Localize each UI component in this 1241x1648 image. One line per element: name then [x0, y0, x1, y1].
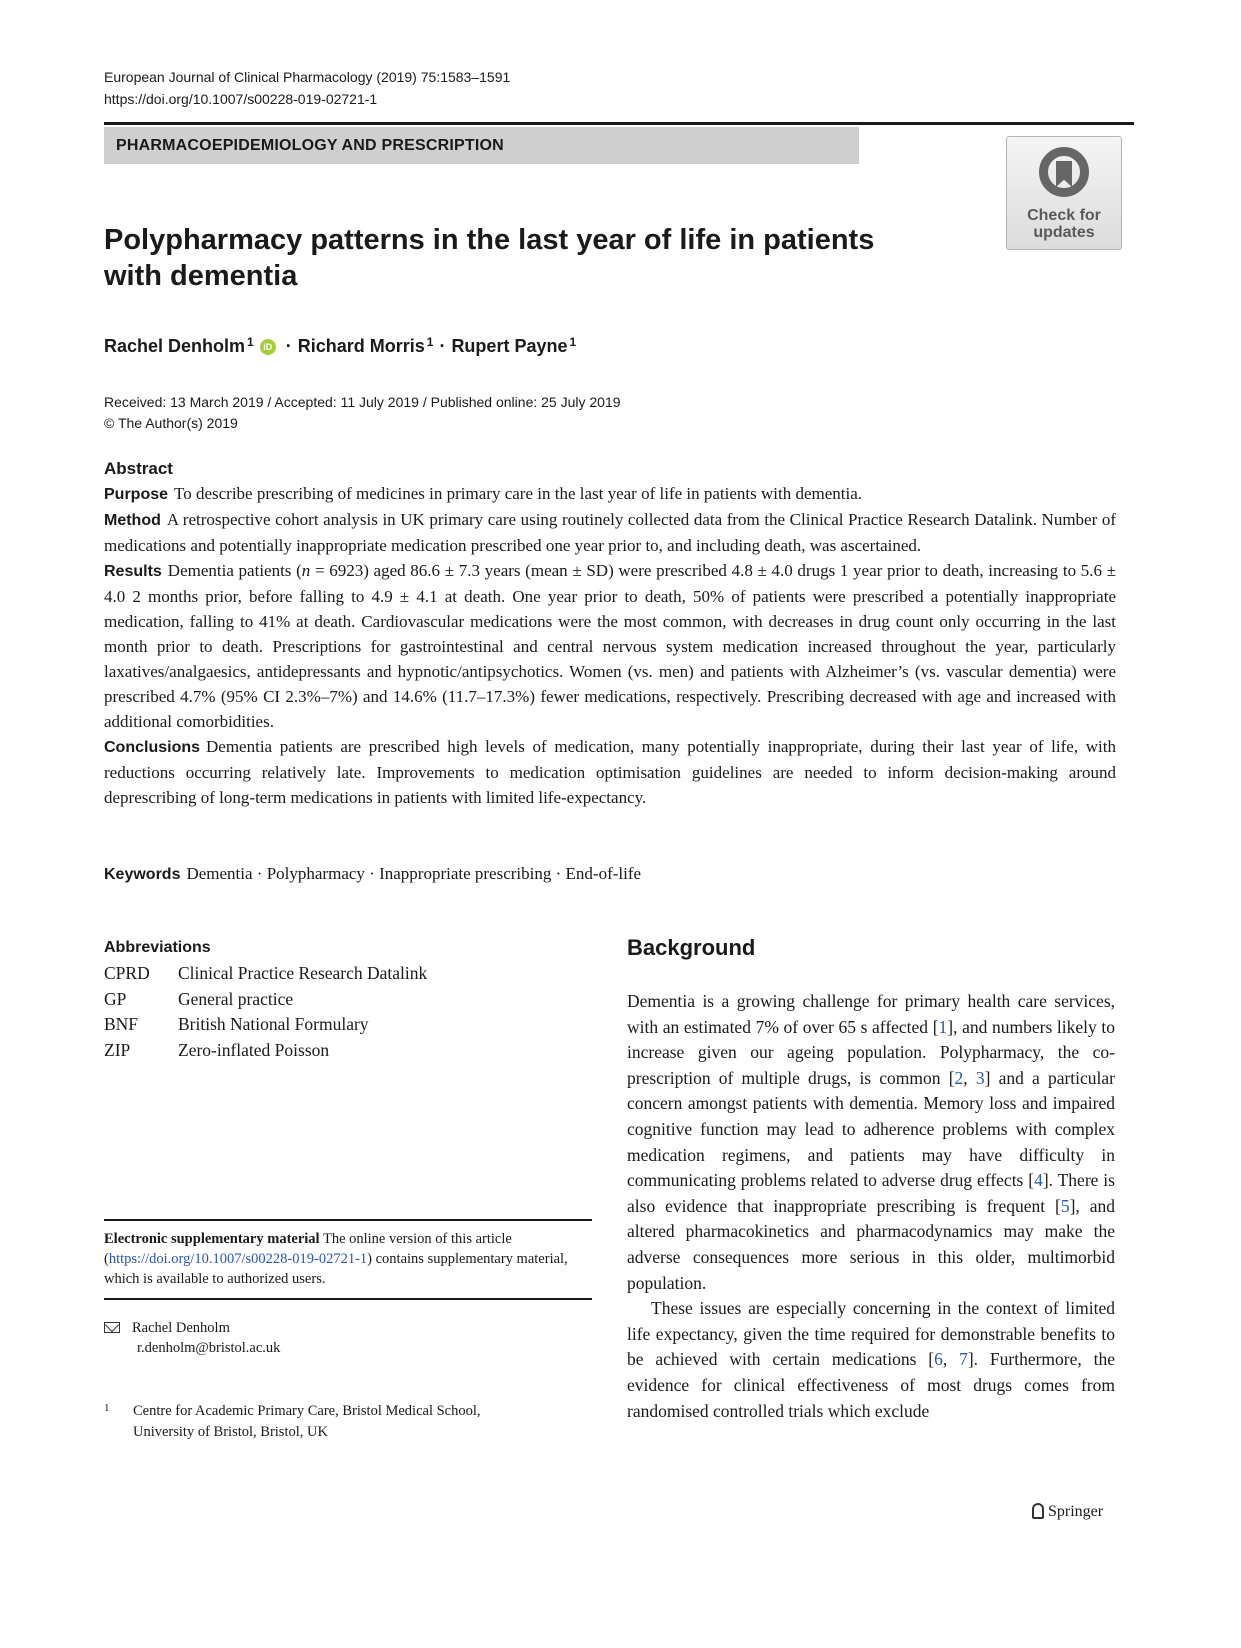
citation-link[interactable]: 4 [1034, 1170, 1043, 1191]
abbreviation-row: CPRD Clinical Practice Research Datalink [104, 963, 428, 983]
copyright-notice: © The Author(s) 2019 [104, 415, 238, 431]
badge-label: Check for updates [1027, 207, 1101, 241]
abstract-heading: Abstract [104, 459, 173, 478]
corresponding-author: Rachel Denholm [132, 1320, 230, 1336]
abstract-results: Results Dementia patients (n = 6923) aged 86.6 ± 7.3 years (mean ± SD) were prescribed 4.8 ± 4.0 drugs 1 year prior to death, increasing to 5.6 ± 4.0 2 months prior, before falling to 4.9 ± 4.1 at death. One year prior to death, 50% of patients were prescribed a potentially inappropriate medication, falling to 41% at death. Cardiovascular medications were the most common, with decreases in drug count only occurring in the last month prior to death. Prescriptions for gastrointestinal and central nervous system medication increased throughout the year, particularly laxatives/analgaesics, antidepressants and hypnotic/antipsychotics. Women (vs. men) and patients with Alzheimer’s (vs. vascular dementia) were prescribed 4.7% (95% CI 2.3%–7%) and 14.6% (11.7–17.3%) fewer medications, respectively. Prescribing decreased with age and increased with additional comorbidities. [104, 561, 1116, 731]
history-dates: Received: 13 March 2019 / Accepted: 11 July 2019 / Published online: 25 July 2019 [104, 394, 621, 410]
citation-link[interactable]: 2 [954, 1067, 964, 1088]
correspondence [104, 1318, 280, 1358]
background-paragraph: These issues are especially concerning in the context of limited life expectancy, given the time required for demonstrable benefits to be achieved with certain medications [6, 7]. Furthermore, the evidence for clinical effectiveness of most drugs comes from randomised controlled trials which exclude [627, 1298, 1115, 1421]
keywords [104, 862, 641, 887]
header-rule [104, 122, 1134, 125]
author-name[interactable]: Richard Morris [297, 336, 425, 356]
keywords-label: Keywords [104, 866, 181, 883]
esm-doi-link[interactable]: https://doi.org/10.1007/s00228-019-02721-1 [108, 1251, 368, 1267]
background-heading: Background [627, 935, 756, 960]
abstract-conclusions: Conclusions Dementia patients are prescribed high levels of medication, many potentially inappropriate, during their last year of life, with reductions occurring relatively late. Improvements to medication optimisation guidelines are needed to inform decision-making around deprescribing of long-term medications in patients with limited life-expectancy. [104, 737, 1116, 807]
author-name[interactable]: Rupert Payne [451, 336, 568, 356]
abstract-purpose: Purpose To describe prescribing of medicines in primary care in the last year of life in patients with dementia. [104, 484, 863, 503]
affiliation-number: 1 [104, 1402, 110, 1414]
affiliation-mark: 1 [247, 335, 254, 349]
abbreviation-row: BNF British National Formulary [104, 1014, 369, 1034]
article-title: Polypharmacy patterns in the last year of life in patients with dementia [104, 224, 875, 292]
affiliation-mark: 1 [426, 335, 434, 349]
citation-link[interactable]: 1 [938, 1016, 948, 1037]
section-label: PHARMACOEPIDEMIOLOGY AND PRESCRIPTION [104, 127, 859, 164]
citation-link[interactable]: 6 [934, 1349, 943, 1370]
springer-horse-icon [1032, 1503, 1044, 1519]
background-section [627, 989, 1115, 1424]
abbreviations-heading: Abbreviations [104, 939, 211, 956]
abbreviations [104, 937, 584, 1063]
abbreviation-row: ZIP Zero-inflated Poisson [104, 1039, 330, 1060]
doi-link[interactable]: https://doi.org/10.1007/s00228-019-02721-1 [104, 91, 378, 107]
affiliation-mark: 1 [569, 335, 577, 349]
supplementary-material-note: Electronic supplementary material The online version of this article (https://doi.org/10.1007/s00228-019-02721-1) contains supplementary material, which is available to authorized users. [104, 1219, 592, 1300]
esm-label: Electronic supplementary material [104, 1231, 320, 1247]
author-list: Rachel Denholm $^1$ iD · Richard Morris $^1$ · Rupert Payne $^1$ [104, 335, 577, 356]
citation-link[interactable]: 3 [975, 1067, 985, 1088]
abstract-method: Method A retrospective cohort analysis in UK primary care using routinely collected data from the Clinical Practice Research Datalink. Number of medications and potentially inappropriate medication prescribed one year prior to, and including death, was ascertained. [104, 510, 1116, 555]
publisher-name: Springer [1048, 1503, 1104, 1520]
keywords-list: Dementia · Polypharmacy · Inappropriate prescribing · End-of-life [186, 864, 642, 883]
affiliation: 1 Centre for Academic Primary Care, Bristol Medical School, University of Bristol, Bristol, UK [104, 1398, 481, 1443]
envelope-icon [104, 1322, 120, 1333]
journal-citation: European Journal of Clinical Pharmacology (2019) 75:1583–1591 [104, 69, 511, 85]
citation-link[interactable]: 7 [959, 1349, 968, 1370]
abstract [104, 457, 1116, 810]
abbreviation-row: GP General practice [104, 988, 294, 1009]
publication-dates [104, 392, 621, 434]
corresponding-email[interactable]: r.denholm@bristol.ac.uk [137, 1340, 281, 1356]
citation-link[interactable]: 5 [1060, 1195, 1070, 1216]
orcid-icon[interactable]: iD [260, 339, 276, 355]
background-paragraph: Dementia is a growing challenge for primary health care services, with an estimated 7% of over 65 s affected [1], and numbers likely to increase given our ageing population. Polypharmacy, the co-prescription of multiple drugs, is common [2, 3] and a particular concern amongst patients with dementia. Memory loss and impaired cognitive function may lead to adherence problems with complex medication regimens, and patients may have difficulty in communicating problems related to adverse drug effects [4]. There is also evidence that inappropriate prescribing is frequent [5], and altered pharmacokinetics and pharmacodynamics may make the adverse consequences more serious in this older, multimorbid population. [627, 991, 1116, 1293]
check-for-updates-badge[interactable] [1006, 136, 1122, 250]
journal-header [104, 66, 510, 110]
publisher-logo [1032, 1502, 1103, 1522]
author-name[interactable]: Rachel Denholm [104, 336, 246, 356]
